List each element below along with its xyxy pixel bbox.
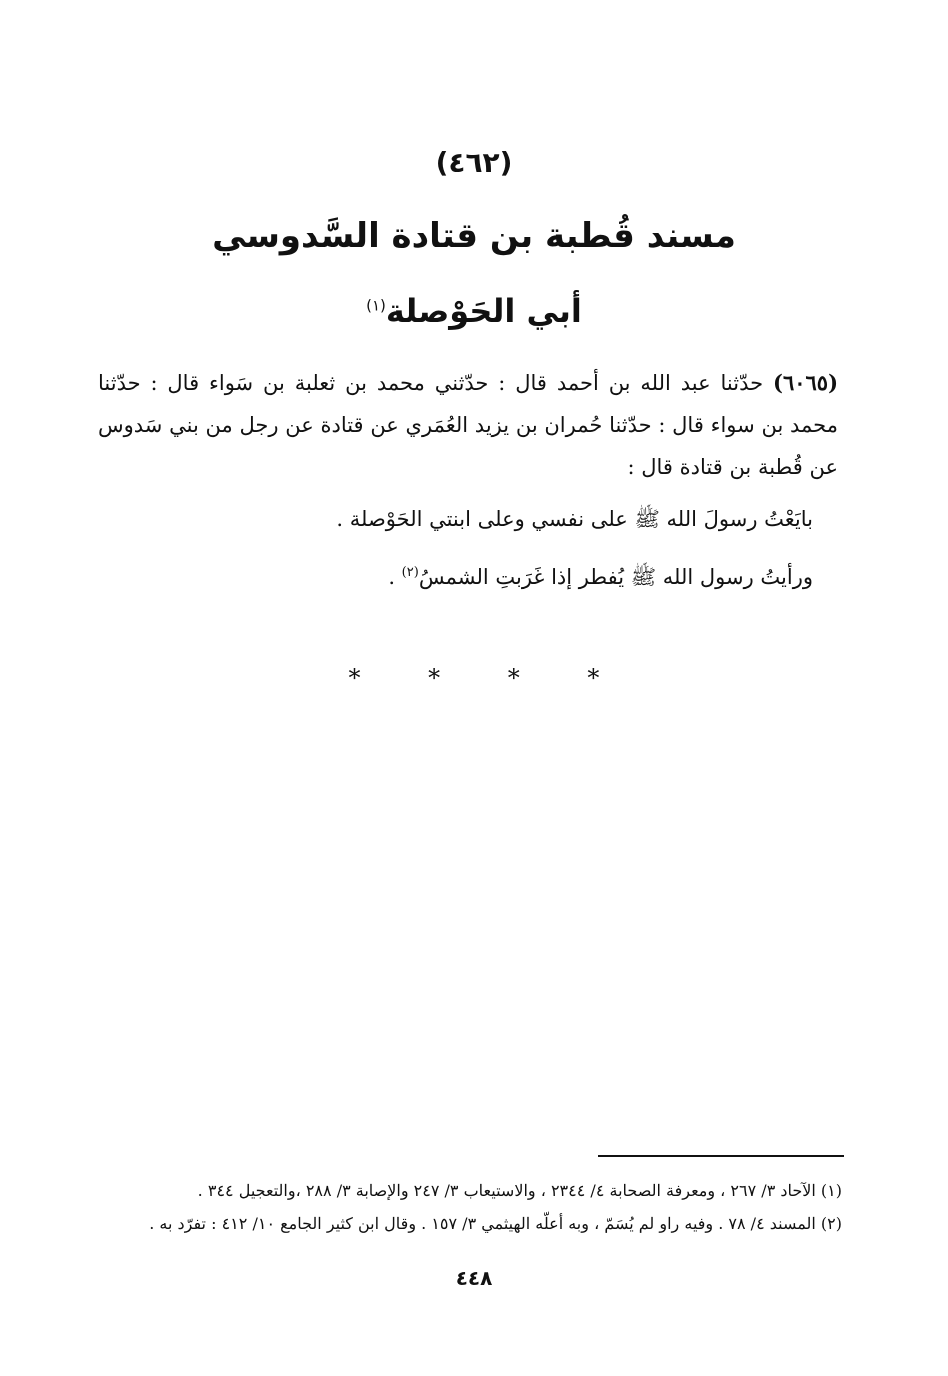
footnote-divider — [598, 1155, 844, 1157]
isnad-text: حدّثنا عبد الله بن أحمد قال : حدّثني محمد بن ثعلبة بن سَواء قال : حدّثنا محمد بن سواء قال : حدّثنا حُمران بن يزيد العُمَري عن قتادة عن رجل من بني سَدوس عن قُطبة بن قتادة قال : — [98, 371, 838, 479]
kunya-text: أبي الحَوْصلة — [385, 292, 582, 330]
chapter-number: (٤٦٢) — [435, 146, 513, 179]
kunya-title — [0, 292, 948, 330]
footnote-1: (١) الآحاد ٣/ ٢٦٧ ، ومعرفة الصحابة ٤/ ٢٣٤٤ ، والاستيعاب ٣/ ٢٤٧ والإصابة ٣/ ٢٨٨ ،والتعجيل ٣٤٤ . — [197, 1181, 842, 1200]
matn-line-2 — [388, 558, 813, 592]
matn-line-2-text: ورأيتُ رسول الله ﷺ يُفطر إذا غَرَبتِ الشمسُ — [418, 565, 813, 589]
footnote-2: (٢) المسند ٤/ ٧٨ . وفيه راو لم يُسَمّ ، وبه أعلّه الهيثمي ٣/ ١٥٧ . وقال ابن كثير الجامع ١٠/ ٤١٢ : تفرّد به . — [149, 1214, 842, 1233]
matn-line-2-end: . — [388, 565, 402, 589]
footnote-ref-2: (٢) — [401, 565, 419, 580]
hadith-isnad — [98, 362, 838, 488]
musnad-title: مسند قُطبة بن قتادة السَّدوسي — [212, 216, 736, 256]
footnote-ref-1: (١) — [366, 296, 386, 315]
section-separator: * * * * — [348, 664, 630, 692]
matn-line-1: بايَعْتُ رسولَ الله ﷺ على نفسي وعلى ابنتي الحَوْصلة . — [336, 507, 813, 531]
page-number: ٤٤٨ — [455, 1266, 493, 1290]
hadith-number: (٦٠٦٥) — [773, 370, 838, 395]
